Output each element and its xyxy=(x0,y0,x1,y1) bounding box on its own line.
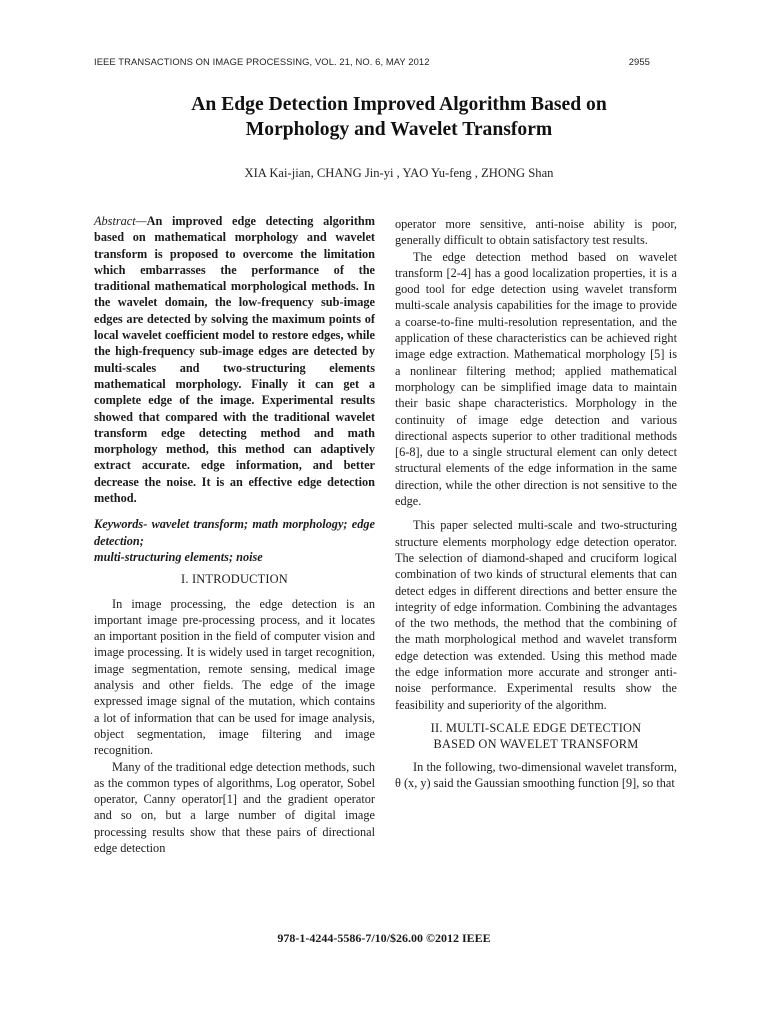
left-column xyxy=(94,213,375,856)
wavelet-paragraph: The edge detection method based on wavelet transform [2-4] has a good localization properties, it is a good tool for edge detection using wavelet transform multi-scale analysis capabilities for the image to provide a coarse-to-fine multi-resolution representation, and the application of these characteristics can be achieved right image edge extraction. Mathematical morphology [5] is a nonlinear filtering method; applied mathematical morphology can be simplified image data to maintain their basic shape characteristics. Morphology in the continuity of image edge detection and various directional aspects superior to other traditional methods [6-8], due to a single structural element can only detect structural elements of the edge information in the same direction, while the other direction is not sensitive to the edge. xyxy=(395,249,677,509)
keywords-line: Keywords- wavelet transform; math morphology; edge detection; xyxy=(94,517,375,548)
section-heading-multiscale xyxy=(395,720,677,753)
method-paragraph: This paper selected multi-scale and two-structuring structure elements morphology edge detection operator. The selection of diamond-shaped and cruciform logical combination of two kinds of structural elements that can detect edges in different directions and better ensure the integrity of edge information. Combining the advantages of the two methods, the method that the combining of the math morphological method and wavelet transform edge detection was extended. Using this method made the edge information more accurate and stronger anti-noise performance. Experimental results show the feasibility and superiority of the algorithm. xyxy=(395,518,677,712)
keywords-line: multi-structuring elements; noise xyxy=(94,549,263,564)
copyright-footer: 978-1-4244-5586-7/10/$26.00 ©2012 IEEE xyxy=(277,931,491,945)
abstract-lead: Abstract— xyxy=(94,214,147,228)
section-heading-introduction: I. INTRODUCTION xyxy=(181,572,288,587)
section-heading-line: BASED ON WAVELET TRANSFORM xyxy=(433,737,639,752)
abstract xyxy=(94,213,375,506)
section-heading-line: II. MULTI-SCALE EDGE DETECTION xyxy=(430,720,642,735)
page-number: 2955 xyxy=(628,56,650,67)
right-column xyxy=(395,216,677,791)
journal-info: IEEE TRANSACTIONS ON IMAGE PROCESSING, VOL. 21, NO. 6, MAY 2012 xyxy=(94,56,430,67)
title-line: An Edge Detection Improved Algorithm Based on xyxy=(191,94,607,115)
intro-paragraph-1: In image processing, the edge detection is an important image pre-processing process, and it locates an important position in the field of computer vision and image processing. It is widely used in target recognition, image segmentation, remote sensing, medical image analysis and other fields. The edge of the image expressed image signal of the mutation, which contains a lot of information that can be used for image analysis, object segmentation, image filtering and image recognition. xyxy=(94,596,375,758)
section2-paragraph: In the following, two-dimensional wavelet transform, θ (x, y) said the Gaussian smoothing function [9], so that xyxy=(395,759,677,790)
abstract-text: An improved edge detecting algorithm based on mathematical morphology and wavelet transform is proposed to overcome the limitation which embarrasses the performance of the traditional mathematical morphological methods. In the wavelet domain, the low-frequency sub-image edges are detected by solving the maximum points of local wavelet coefficient model to restore edges, while the high-frequency sub-image edges are detected by multi-scales and two-structuring elements mathematical morphology. Finally it can get a complete edge of the image. Experimental results showed that compared with the traditional wavelet transform edge detecting method and math morphology method, this method can adaptively extract accurate. edge information, and better decrease the noise. It is an effective edge detection method. xyxy=(94,214,375,506)
continued-paragraph: operator more sensitive, anti-noise ability is poor, generally difficult to obtain satisfactory test results. xyxy=(395,217,677,248)
intro-paragraph-2: Many of the traditional edge detection methods, such as the common types of algorithms, Log operator, Sobel operator, Canny operator[1] and the gradient operator and so on, but a large number of digital image processing results show that these pairs of directional edge detection xyxy=(94,759,375,855)
keywords xyxy=(94,516,375,565)
author-list: XIA Kai-jian, CHANG Jin-yi , YAO Yu-feng , ZHONG Shan xyxy=(244,166,554,180)
paper-title xyxy=(100,92,698,142)
title-line: Morphology and Wavelet Transform xyxy=(245,119,553,140)
